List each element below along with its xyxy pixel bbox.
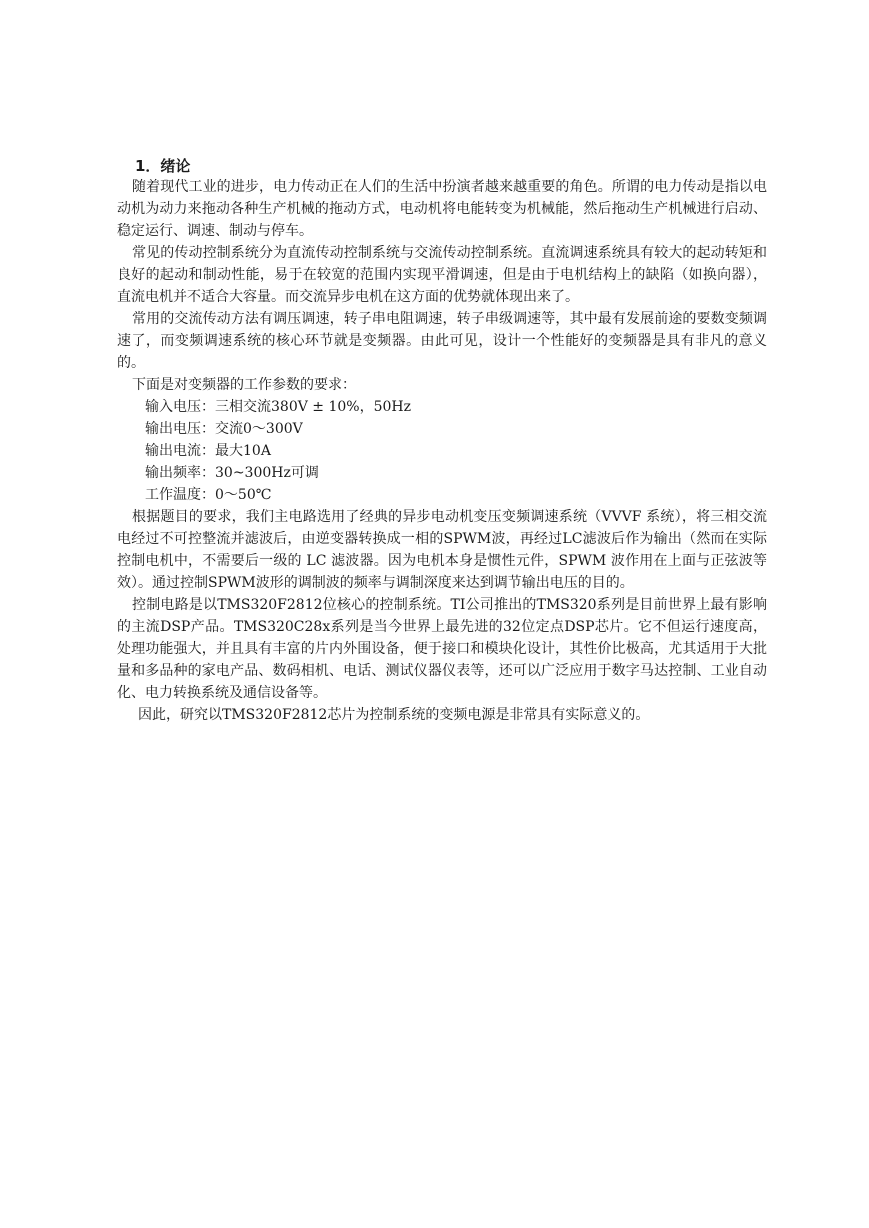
paragraph-requirements-intro: 下面是对变频器的工作参数的要求： xyxy=(132,377,356,393)
section-heading: 1．绪论 xyxy=(135,157,191,175)
paragraph-conclusion: 因此，研究以TMS320F2812芯片为控制系统的变频电源是非常具有实际意义的。 xyxy=(138,707,650,723)
paragraph-main-circuit: 根据题目的要求，我们主电路选用了经典的异步电动机变压变频调速系统（VVVF 系统），将三相交流电经过不可控整流并滤波后，由逆变器转换成一相的SPWM波，再经过LC滤波后作为输出（然而在实际控制电机中，不需要后一级的 LC 滤波器。因为电机本身是惯性元件，SPWM 波作用在上面与正弦波等效）。通过控制SPWM波形的调制波的频率与调制深度来达到调节输出电压的目的。 xyxy=(117,509,767,591)
parameter-output-frequency: 输出频率：30~300Hz可调 xyxy=(145,465,319,481)
parameter-operating-temperature: 工作温度：0～50℃ xyxy=(145,487,272,503)
paragraph-speed-control: 常用的交流传动方法有调压调速，转子串电阻调速，转子串级调速等，其中最有发展前途的要数变频调速了，而变频调速系统的核心环节就是变频器。由此可见，设计一个性能好的变频器是具有非凡的意义的。 xyxy=(117,311,767,371)
paragraph-control-circuit: 控制电路是以TMS320F2812位核心的控制系统。TI公司推出的TMS320系列是目前世界上最有影响的主流DSP产品。TMS320C28x系列是当今世界上最先进的32位定点DSP芯片。它不但运行速度高，处理功能强大，并且具有丰富的片内外围设备，便于接口和模块化设计，其性价比极高，尤其适用于大批量和多品种的家电产品、数码相机、电话、测试仪器仪表等，还可以广泛应用于数字马达控制、工业自动化、电力转换系统及通信设备等。 xyxy=(117,597,767,701)
parameter-output-current: 输出电流：最大10A xyxy=(145,443,271,459)
parameter-output-voltage: 输出电压：交流0～300V xyxy=(145,421,303,437)
document-body xyxy=(117,152,767,726)
parameter-list xyxy=(117,396,767,506)
paragraph-intro: 随着现代工业的进步，电力传动正在人们的生活中扮演者越来越重要的角色。所谓的电力传动是指以电动机为动力来拖动各种生产机械的拖动方式，电动机将电能转变为机械能，然后拖动生产机械进行启动、稳定运行、调速、制动与停车。 xyxy=(117,179,767,239)
paragraph-drive-systems: 常见的传动控制系统分为直流传动控制系统与交流传动控制系统。直流调速系统具有较大的起动转矩和良好的起动和制动性能，易于在较宽的范围内实现平滑调速，但是由于电机结构上的缺陷（如换向器），直流电机并不适合大容量。而交流异步电机在这方面的优势就体现出来了。 xyxy=(117,245,767,305)
parameter-input-voltage: 输入电压：三相交流380V ± 10%，50Hz xyxy=(145,399,411,415)
